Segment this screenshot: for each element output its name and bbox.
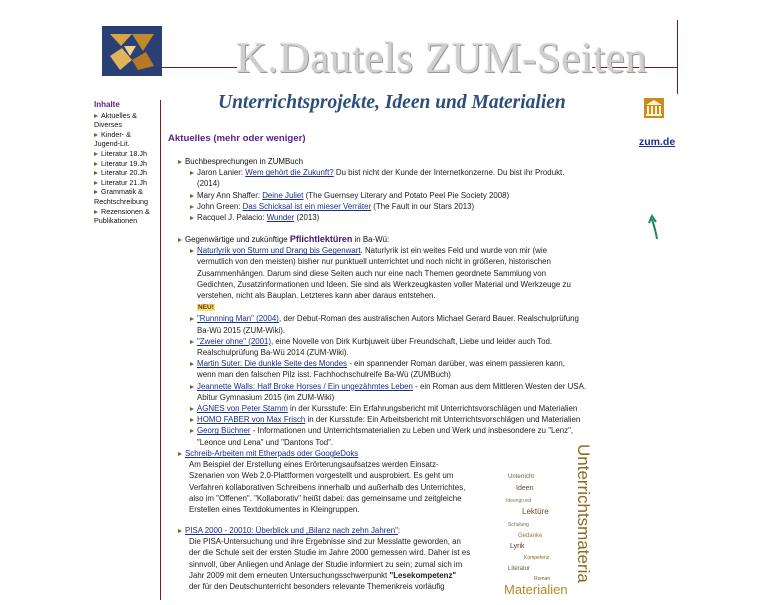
pflicht-link-agnes[interactable]: AGNES von Peter Stamm [197,404,288,414]
pisa-line: der die Schule seit der ersten Studie im Jahre 2000 gemessen wird. Daher ist es [189,548,471,558]
wordcloud-word: Lyrik [510,543,525,550]
list-item-cont: vermutlich von den meisten) bisher nur punktuell unterrichtet und noch nicht in größeren, historischen [197,257,551,267]
wordcloud-word: Unterricht [508,474,535,480]
up-arrow-icon[interactable] [648,214,664,240]
wordcloud-word: Roman [534,576,551,582]
sidebar-divider [160,100,161,600]
wordcloud-big: Unterrichtsmateria [574,444,593,583]
tangram-logo-graphic [102,26,162,76]
buch-link-green[interactable]: Das Schicksal ist ein mieser Verräter [242,201,372,211]
schreib-line: Am Beispiel der Erstellung eines Erörterungsaufsatzes werden Einsatz- [189,460,439,470]
buch-heading: Buchbesprechungen in ZUMBuch [178,156,564,167]
schreib-link[interactable]: Schreib-Arbeiten mit Etherpads oder GoogleDoks [185,449,359,458]
list-item: Martin Suter: Die dunkle Seite des Mondes - ein spannender Roman darüber, was einem passieren kann, [178,358,586,369]
list-item-cont: (2014) [197,179,220,189]
section-title: Aktuelles (mehr oder weniger) [168,133,306,144]
bullet-triangle-icon [190,216,194,220]
schreib-heading [178,448,465,459]
list-item-cont: Gedichten, Zusatzinformationen und Ideen. Sie sind als Werkzeugkasten voller Material und Werkzeuge zu [197,279,571,289]
pisa-heading: PISA 2000 - 20010: Überblick und „Bilanz nach zehn Jahren": [178,525,470,536]
word-cloud-image [504,438,593,600]
bullet-triangle-icon [178,452,182,456]
bullet-triangle-icon [94,190,98,194]
bullet-triangle-icon [190,407,194,411]
pisa-line: sinnvoll, über Anliegen und Anlage der Studie informiert zu sein; zumal sich im [189,559,463,569]
bullet-triangle-icon [94,152,98,156]
wordcloud-word: Ideengrund [506,498,532,504]
list-item-cont: verstehen, nicht als Bauplan. Letzteres kann aber daraus entstehen. [197,291,436,301]
schreib-line: Szenarien von Web 2.0-Plattformen vorgestellt und ausprobiert. Es geht um [189,471,454,481]
buch-link-shaffer[interactable]: Deine Juliet [262,190,304,200]
sidebar-item-lit21[interactable]: Literatur 21.Jh [94,178,158,188]
bullet-triangle-icon [190,340,194,344]
list-item: "Zweier ohne" (2001), eine Novelle von Dirk Kurbjuweit über Freundschaft, Liebe und leider auch Tod. [178,336,586,347]
pisa-line: Jahr 2009 mit dem erneuten Untersuchungsschwerpunkt "Lesekompetenz" [189,570,457,580]
bullet-triangle-icon [94,162,98,166]
zum-link[interactable]: zum.de [639,136,676,148]
list-item: Georg Büchner - Informationen und Unterrichtsmaterialien zu Leben und Werk und insbesondere zu "Lenz", [178,425,586,436]
list-item: Racquel J. Palacio: Wunder (2013) [178,212,564,223]
pflicht-link-naturlyrik[interactable]: Naturlyrik von Sturm und Drang bis Gegenwart [197,246,361,256]
list-item: Jeannette Walls: Half Broke Horses / Ein ungezähmtes Leben - ein Roman aus dem Mittleren Westen der USA. [178,381,586,392]
header-vertical-rule [677,20,678,94]
list-item-cont: Realschulprüfung Ba-Wü 2014 (ZUM-Wiki). [197,348,349,358]
wordcloud-word: Kompetenz [524,555,550,561]
wordcloud-word: Literatur [508,566,531,572]
list-item: HOMO FABER von Max Frisch in der Kursstufe: Ein Arbeitsbericht mit Unterrichtsvorschlägen und Materialien [178,414,586,425]
site-logo[interactable] [102,26,162,76]
schreib-section [178,448,465,515]
bullet-triangle-icon [190,385,194,389]
buch-link-palacio[interactable]: Wunder [266,213,295,223]
sidebar-item-lit18[interactable]: Literatur 18.Jh [94,149,158,159]
page-subtitle: Unterrichtsprojekte, Ideen und Materialien [218,92,566,113]
wordcloud-word: Lektüre [522,507,549,516]
bullet-triangle-icon [190,317,194,321]
bullet-triangle-icon [190,429,194,433]
header-rule-left [162,67,237,68]
buch-link-lanier[interactable]: Wem gehört die Zukunft? [245,168,334,178]
sidebar-item-aktuelles[interactable]: Aktuelles & Diverses [94,110,137,130]
bullet-triangle-icon [190,194,194,198]
list-item-cont: Zusammenhängen. Darum sind diese Seiten auch nur eine nach Themen geordnete Sammlung von [197,268,547,278]
bullet-triangle-icon [190,362,194,366]
bullet-triangle-icon [178,160,182,164]
sidebar-item-lit19[interactable]: Literatur 19.Jh [94,159,158,169]
pflicht-link-walls[interactable]: Jeannette Walls: Half Broke Horses / Ein ungezähmtes Leben [197,381,413,391]
bullet-triangle-icon [94,114,98,118]
schreib-line: also im "Offenen". "Kollaborativ" heißt dabei: das gemeinsame und zeitgleiche [189,493,462,503]
bullet-triangle-icon [94,210,98,214]
pisa-line: der für den Deutschunterricht besonders relevante Themenkreis vorläufig [189,582,445,592]
list-item: AGNES von Peter Stamm in der Kursstufe: Ein Erfahrungsbericht mit Unterrichtsvorschlägen und Materialien [178,403,586,414]
list-item-cont: Ba-Wü 2015 (ZUM-Wiki). [197,325,286,335]
pflicht-section [178,234,586,448]
bullet-triangle-icon [190,249,194,253]
bullet-triangle-icon [190,418,194,422]
site-title: K.Dautels ZUM-Seiten [236,35,648,82]
bullet-triangle-icon [94,133,98,137]
schreib-line: Erstellen eines Textdokumentes in Kleingruppen. [189,505,360,515]
sidebar-item-grammatik[interactable]: Grammatik & Rechtschreibung [94,187,148,206]
list-item-cont [178,301,586,313]
bullet-triangle-icon [178,529,182,533]
sidebar-heading: Inhalte [94,100,120,109]
bullet-triangle-icon [178,238,182,242]
schreib-line: Verfahren kollaborativen Schreibens innerhalb und außerhalb des Unterrichtes, [189,482,466,492]
pisa-line: Die PISA-Untersuchung und ihre Ergebnisse sind zur Messlatte geworden, an [189,537,461,547]
zum-temple-icon[interactable] [644,98,664,118]
list-item: Jaron Lanier: Wem gehört die Zukunft? Du bist nicht der Kunde der Internetkonzerne. Du bist ihr Produkt. [178,167,564,178]
pflicht-link-running-man[interactable]: "Runnning Man" (2004) [197,314,279,324]
sidebar-item-rezensionen[interactable]: Rezensionen & Publikationen [94,206,150,226]
pflicht-link-homo-faber[interactable]: HOMO FABER von Max Frisch [197,415,306,425]
bullet-triangle-icon [190,205,194,209]
bullet-triangle-icon [190,171,194,175]
list-item: Mary Ann Shaffer: Deine Juliet (The Guernsey Literary and Potato Peel Pie Society 2008) [178,190,564,201]
sidebar-item-lit20[interactable]: Literatur 20.Jh [94,168,158,178]
pflicht-link-zweier-ohne[interactable]: "Zweier ohne" (2001) [197,336,272,346]
list-item: John Green: Das Schicksal ist ein mieser Verräter (The Fault in our Stars 2013) [178,201,564,212]
list-item: Naturlyrik von Sturm und Drang bis Gegenwart. Naturlyrik ist ein weites Feld und wurde von mir (wie [178,245,586,256]
bullet-triangle-icon [94,181,98,185]
wordcloud-word: Schulung [508,522,529,528]
wordcloud-bottom: Materialien [504,582,568,597]
wordcloud-word: Gedanke [518,533,543,539]
list-item-cont: "Leonce und Lena" und "Dantons Tod". [197,437,334,447]
pflicht-heading: Gegenwärtige und zukünftige Pflichtlektüren in Ba-Wü: [178,234,586,245]
pflicht-link-suter[interactable]: Martin Suter: Die dunkle Seite des Mondes [197,359,347,369]
bullet-triangle-icon [94,171,98,175]
list-item-cont: wenn man den falschen Pilz isst. Fachhochschulreife Ba-Wü (ZUMBuch) [197,370,451,380]
list-item-cont: Abitur Gymnasium 2015 (im ZUM-Wiki) [197,392,335,402]
wordcloud-word: Ideen [516,485,534,492]
list-item: "Runnning Man" (2004), der Debut-Roman des australischen Autors Michael Gerard Bauer. Realschulprüfung [178,313,586,324]
pisa-link[interactable]: PISA 2000 - 20010: Überblick und „Bilanz nach zehn Jahren" [185,526,398,535]
sidebar-item-kinder[interactable]: Kinder- & Jugend-Lit. [94,129,131,149]
sidebar [94,100,158,226]
pflicht-link-buechner[interactable]: Georg Büchner [197,426,251,436]
buch-section [178,156,564,223]
pisa-section [178,525,470,592]
new-badge: NEU! [198,304,214,312]
